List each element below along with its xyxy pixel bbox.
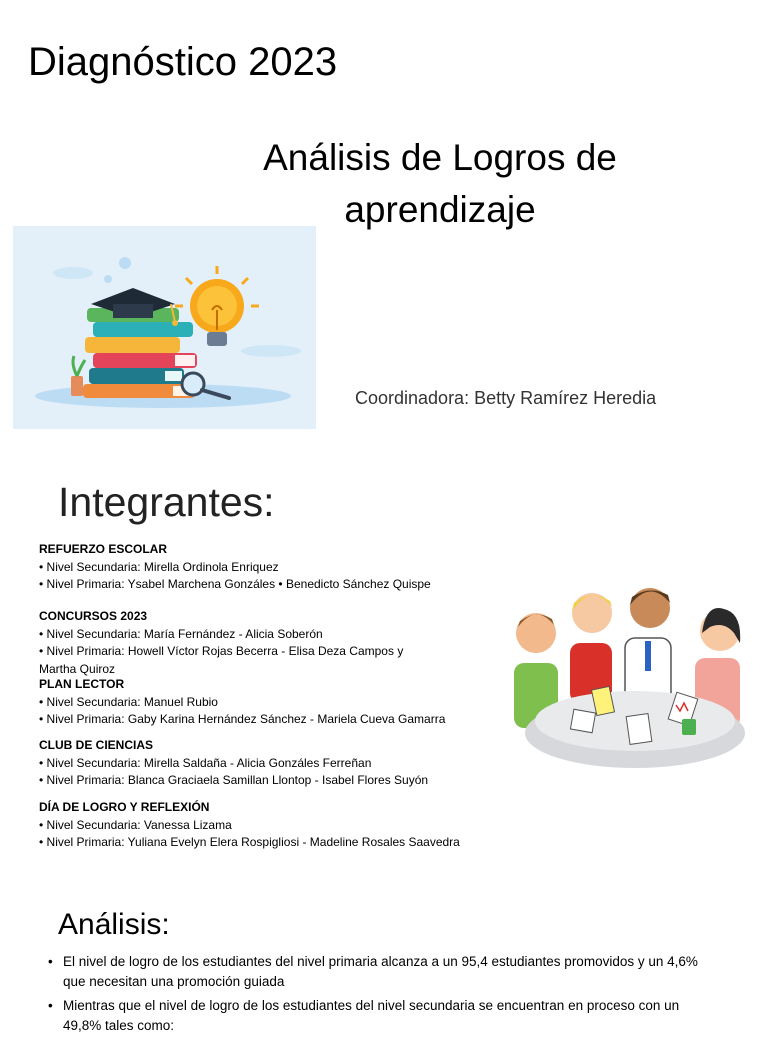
member-line: • Nivel Primaria: Ysabel Marchena Gonzáles • Benedicto Sánchez Quispe: [39, 576, 499, 594]
coordinator-label: Coordinadora: Betty Ramírez Heredia: [355, 388, 657, 408]
section-dia-de-logro: [39, 799, 499, 852]
section-title: REFUERZO ESCOLAR: [39, 542, 168, 556]
section-title: PLAN LECTOR: [39, 677, 125, 691]
member-line: • Nivel Secundaria: María Fernández - Alicia Soberón: [39, 626, 439, 644]
section-plan-lector: [39, 676, 499, 729]
member-line: • Nivel Primaria: Gaby Karina Hernández Sánchez - Mariela Cueva Gamarra: [39, 711, 499, 729]
analisis-item: • Mientras que el nivel de logro de los estudiantes del nivel secundaria se encuentran en proceso con un 49,8% tales como:: [46, 996, 716, 1035]
analisis-item: • El nivel de logro de los estudiantes del nivel primaria alcanza a un 95,4 estudiantes promovidos y un 4,6% que necesitan una promoción guiada: [46, 952, 716, 991]
member-line: • Nivel Secundaria: Vanessa Lizama: [39, 817, 499, 835]
section-title: DÍA DE LOGRO Y REFLEXIÓN: [39, 800, 210, 814]
people-meeting-illustration: [510, 583, 755, 773]
page-title: Diagnóstico 2023: [28, 40, 338, 84]
member-line: • Nivel Primaria: Howell Víctor Rojas Becerra - Elisa Deza Campos y Martha Quiroz: [39, 643, 439, 678]
member-line: • Nivel Primaria: Blanca Graciaela Samillan Llontop - Isabel Flores Suyón: [39, 772, 499, 790]
member-line: • Nivel Secundaria: Mirella Ordinola Enriquez: [39, 559, 499, 577]
page-subtitle: Análisis de Logros de aprendizaje: [263, 137, 617, 230]
member-line: • Nivel Primaria: Yuliana Evelyn Elera Rospigliosi - Madeline Rosales Saavedra: [39, 834, 499, 852]
books-graduation-cap-illustration: [13, 226, 316, 429]
analisis-heading: Análisis:: [58, 908, 170, 941]
section-refuerzo-escolar: [39, 541, 499, 594]
section-club-de-ciencias: [39, 737, 499, 790]
member-line: • Nivel Secundaria: Manuel Rubio: [39, 694, 499, 712]
section-title: CONCURSOS 2023: [39, 609, 148, 623]
analisis-list: [46, 952, 716, 1040]
member-line: • Nivel Secundaria: Mirella Saldaña - Alicia Gonzáles Ferreñan: [39, 755, 499, 773]
integrantes-heading: Integrantes:: [58, 479, 275, 525]
section-title: CLUB DE CIENCIAS: [39, 738, 154, 752]
section-concursos: [39, 608, 439, 678]
